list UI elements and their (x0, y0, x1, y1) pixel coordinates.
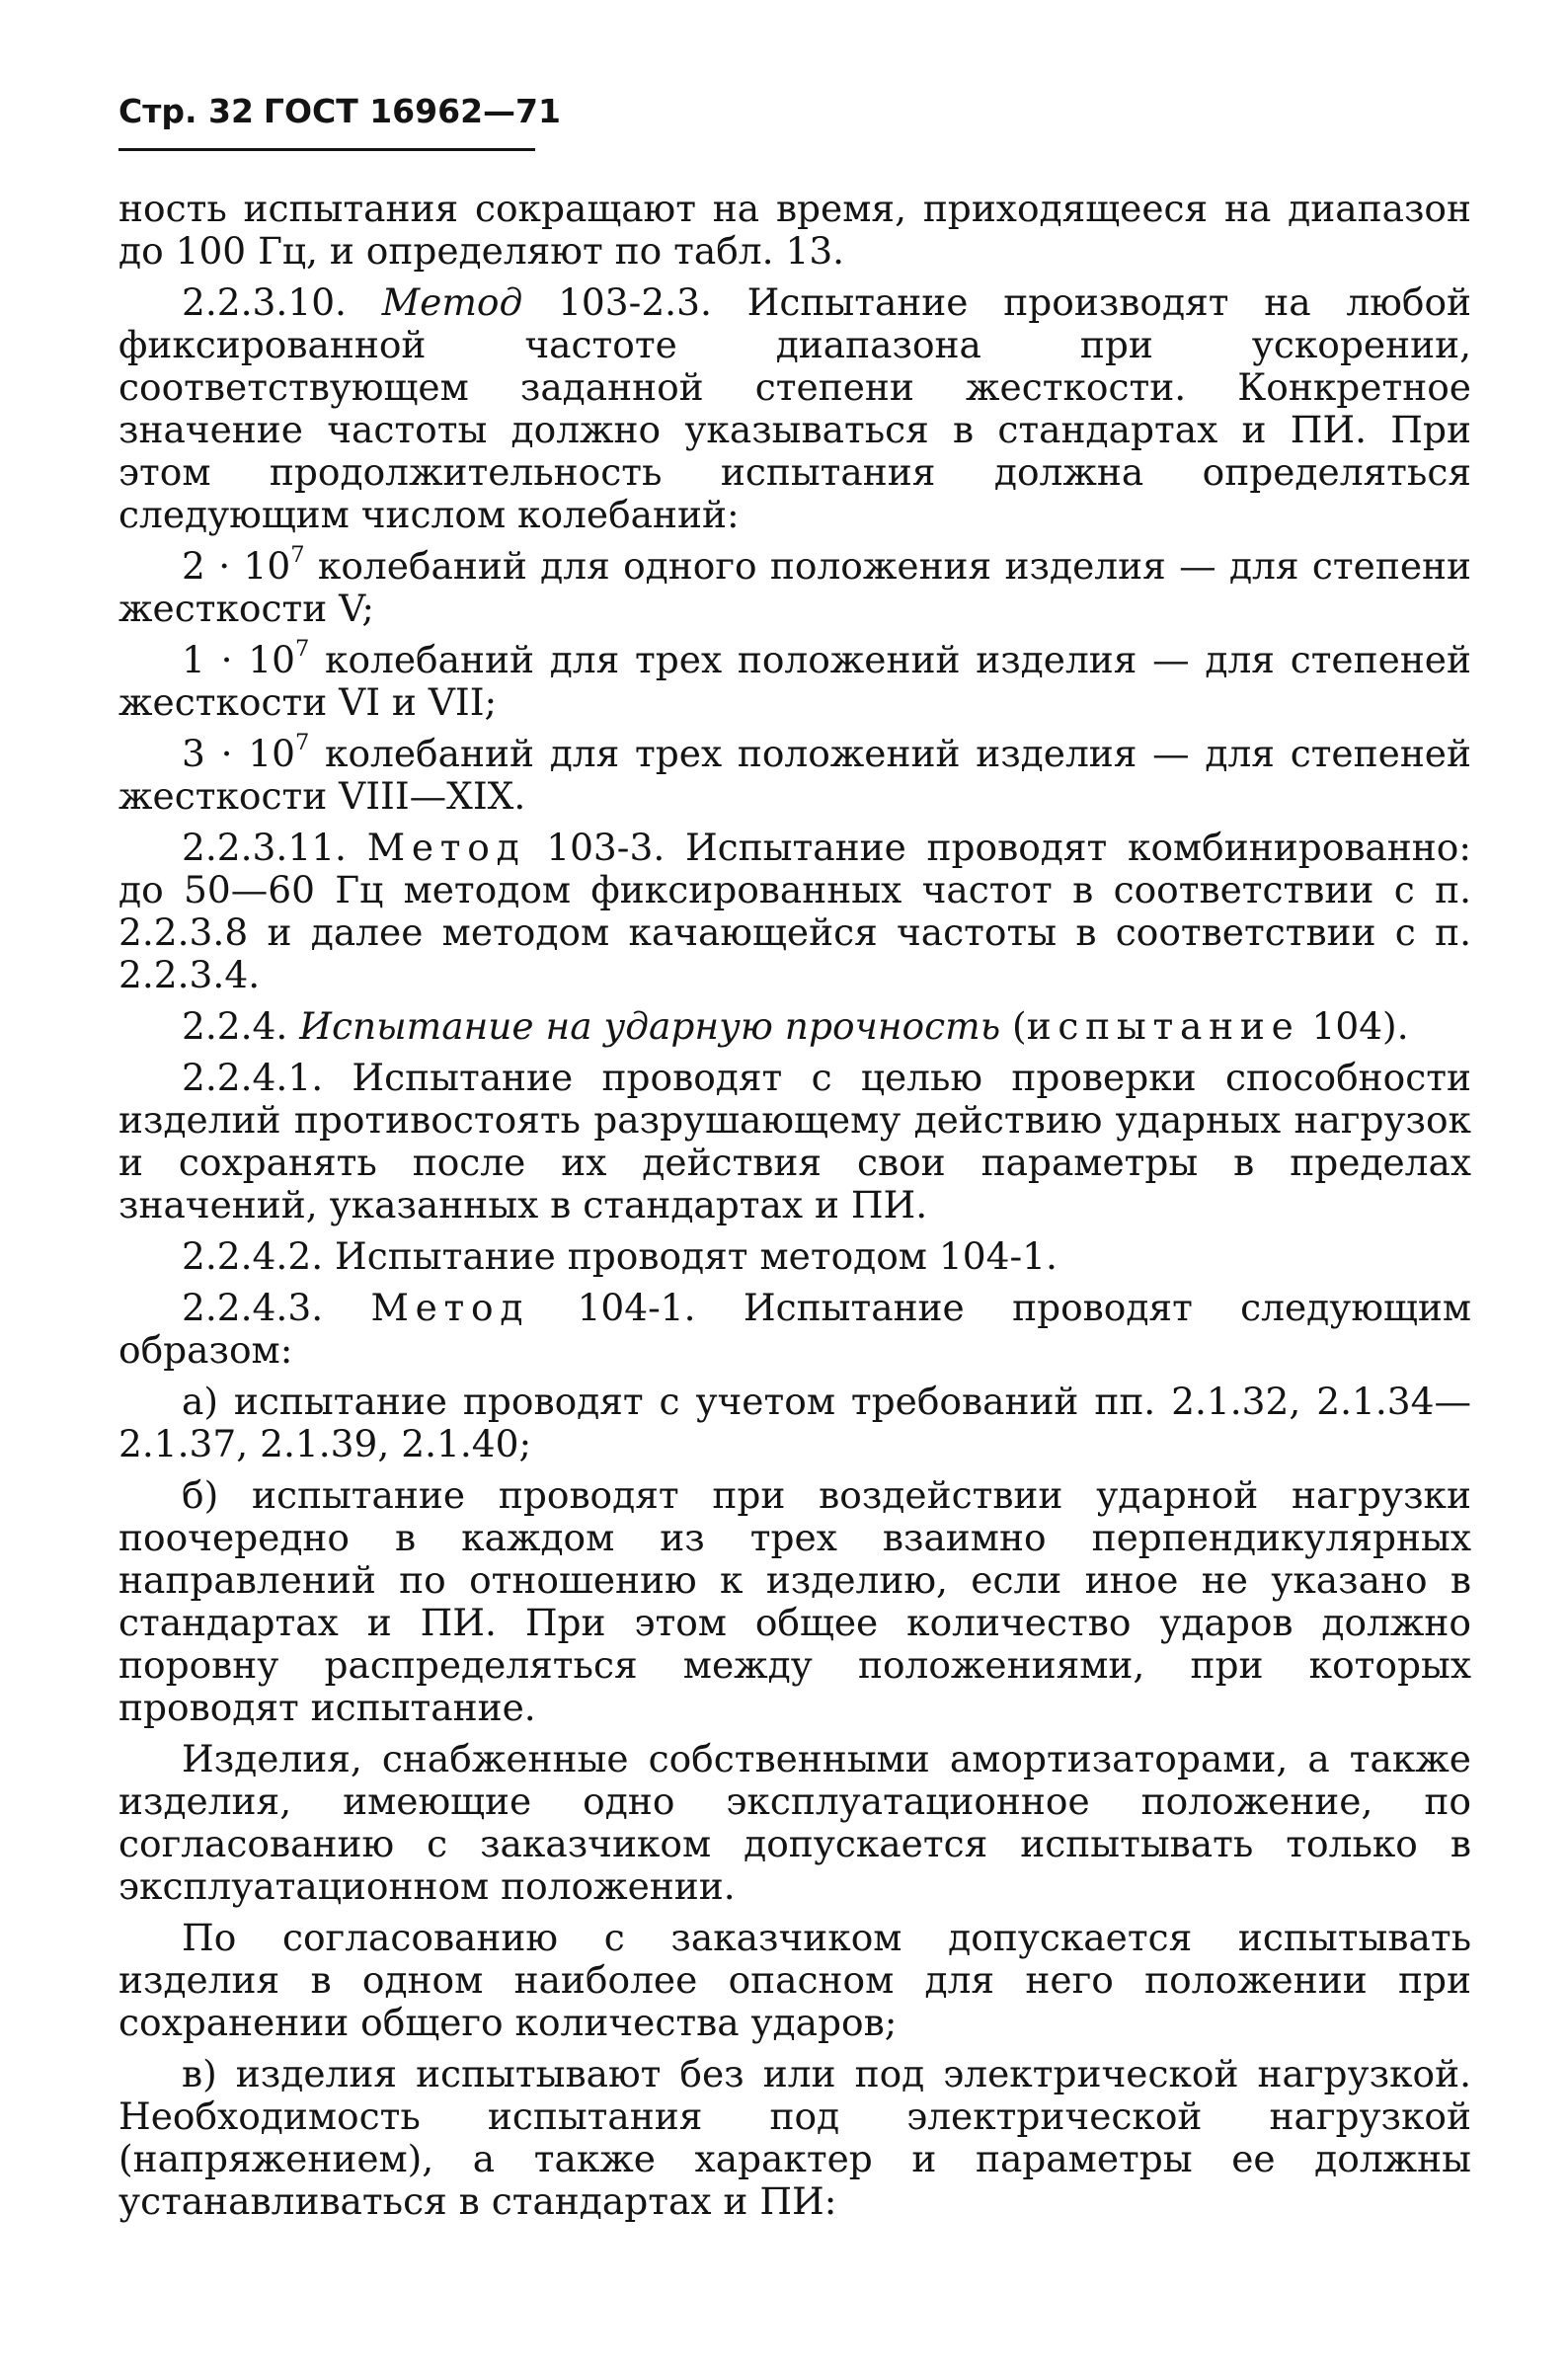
vibration-count-item (118, 542, 1471, 630)
exponent: 7 (294, 730, 310, 756)
paragraph-2-2-4-2: 2.2.4.2. Испытание проводят методом 104-1. (182, 1234, 1058, 1278)
item-text: колебаний для трех положений изделия — для степеней жесткости VIII—XIX. (118, 732, 1471, 818)
method-label: Метод (370, 1286, 530, 1329)
document-body (118, 188, 1471, 2232)
vibration-count-item (118, 730, 1471, 818)
list-item-v: в) изделия испытывают без или под электрической нагрузкой. Необходимость испытания под электрической нагрузкой (напряжением), а также характер и параметры ее должны устанавливаться в стандартах и ПИ: (118, 2052, 1471, 2223)
paragraph-2-2-4-1: 2.2.4.1. Испытание проводят с целью проверки способности изделий противостоять разрушающему действию ударных нагрузок и сохранять после их действия свои параметры в пределах значений, указанных в стандартах и ПИ. (118, 1056, 1471, 1226)
clause-text: 103-3. Испытание проводят комбинированно: до 50—60 Гц методом фиксированных частот в соответствии с п. 2.2.3.8 и далее методом качающейся частоты в соответствии с п. 2.2.3.4. (118, 826, 1471, 996)
test-label: испытание (1026, 1004, 1300, 1048)
paren-open: ( (1000, 1004, 1027, 1048)
section-title: Испытание на ударную прочность (299, 1004, 1001, 1048)
exponent: 7 (290, 542, 305, 569)
clause-number: 2.2.3.11. (182, 826, 347, 869)
clause-number: 2.2.4. (182, 1004, 288, 1048)
coefficient: 1 · 10 (182, 638, 295, 681)
test-number: 104). (1299, 1004, 1409, 1048)
item-text: колебаний для трех положений изделия — для степеней жесткости VI и VII; (118, 638, 1471, 724)
method-label: Метод (366, 826, 526, 869)
paragraph-2-2-3-10 (118, 281, 1471, 536)
list-item-a: а) испытание проводят с учетом требований пп. 2.1.32, 2.1.34— 2.1.37, 2.1.39, 2.1.40; (118, 1380, 1471, 1465)
page-number: Стр. 32 (118, 92, 254, 130)
list-item-b: б) испытание проводят при воздействии ударной нагрузки поочередно в каждом из трех взаимно перпендикулярных направлений по отношению к изделию, если иное не указано в стандартах и ПИ. При этом общее количество ударов должно поровну распределяться между положениями, при которых проводят испытание. (118, 1473, 1471, 1729)
clause-number: 2.2.3.10. (182, 280, 347, 324)
exponent: 7 (294, 636, 310, 663)
clause-text: 103-2.3. Испытание производят на любой фиксированной частоте диапазона при ускорении, соответствующем заданной степени жесткости. Конкретное значение частоты должно указываться в стандартах и ПИ. При этом продолжительность испытания должна определяться следующим числом колебаний: (118, 280, 1472, 536)
method-label: Метод (381, 280, 523, 324)
paragraph-2-2-4-3 (118, 1287, 1471, 1372)
paragraph-agreement: По согласованию с заказчиком допускается испытывать изделия в одном наиболее опасном для него положении при сохранении общего количества ударов; (118, 1916, 1471, 2044)
coefficient: 3 · 10 (182, 732, 295, 775)
item-text: колебаний для одного положения изделия — для степени жесткости V; (118, 544, 1471, 630)
coefficient: 2 · 10 (182, 544, 291, 588)
clause-text: 104-1. Испытание проводят следующим образом: (118, 1286, 1472, 1372)
paragraph-shock-absorbers: Изделия, снабженные собственными амортизаторами, а также изделия, имеющие одно эксплуатационное положение, по согласованию с заказчиком допускается испытывать только в эксплуатационном положении. (118, 1737, 1471, 1908)
clause-number: 2.2.4.3. (182, 1286, 324, 1329)
paragraph-continued: ность испытания сокращают на время, приходящееся на диапазон до 100 Гц, и определяют по табл. 13. (118, 187, 1471, 273)
paragraph-2-2-3-11 (118, 827, 1471, 996)
page-header (118, 83, 561, 151)
standard-title: ГОСТ 16962—71 (263, 92, 561, 130)
section-heading-2-2-4 (118, 1005, 1471, 1048)
vibration-count-item (118, 636, 1471, 724)
